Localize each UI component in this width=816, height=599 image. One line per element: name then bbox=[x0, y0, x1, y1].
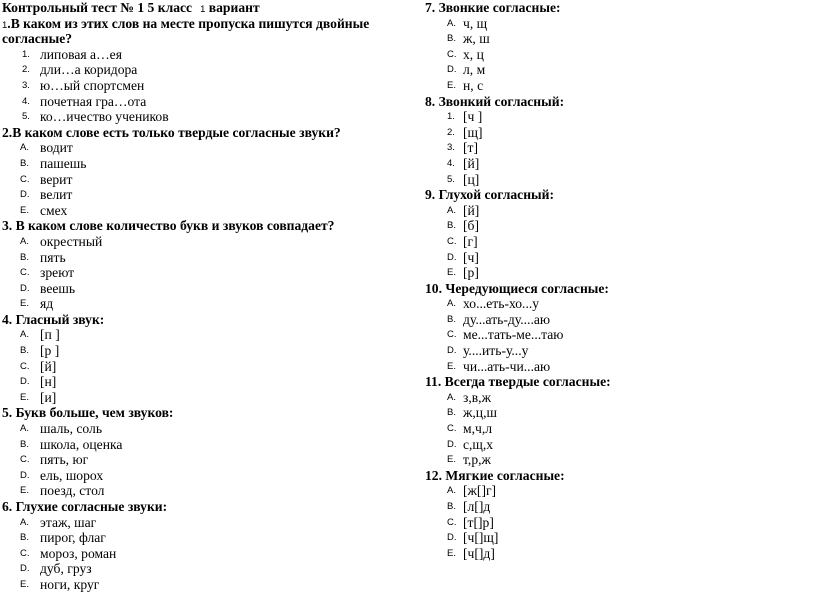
option-marker: A. bbox=[20, 329, 29, 341]
option-text: ко…ичество учеников bbox=[40, 109, 169, 125]
option-marker: C. bbox=[447, 235, 457, 247]
answer-option bbox=[2, 468, 397, 484]
question-1-line bbox=[2, 16, 397, 32]
option-text: [и] bbox=[40, 389, 57, 405]
option-text: смех bbox=[40, 202, 68, 218]
option-text: [р ] bbox=[40, 343, 60, 359]
answer-option bbox=[425, 530, 810, 546]
option-text: [т] bbox=[463, 140, 478, 156]
left-column bbox=[2, 0, 397, 593]
variant-number: 1 bbox=[200, 4, 206, 15]
answer-option bbox=[2, 390, 397, 406]
option-text: ду...ать-ду....аю bbox=[463, 311, 551, 327]
option-marker: C. bbox=[447, 48, 457, 60]
option-text: водит bbox=[40, 140, 73, 156]
answer-option bbox=[2, 421, 397, 437]
answer-option bbox=[2, 281, 397, 297]
option-text: дли…а коридора bbox=[40, 62, 138, 78]
answer-option bbox=[2, 296, 397, 312]
question-text: 6. Глухие согласные звуки: bbox=[2, 499, 168, 514]
option-text: [ч[]щ] bbox=[463, 530, 499, 546]
answer-option bbox=[2, 140, 397, 156]
option-text: м,ч,л bbox=[463, 421, 493, 437]
question-text: 12. Мягкие согласные: bbox=[425, 467, 565, 483]
option-marker: B. bbox=[20, 345, 29, 357]
answer-option bbox=[425, 343, 810, 359]
option-marker: 3. bbox=[447, 142, 455, 154]
option-marker: D. bbox=[447, 251, 457, 263]
question-1-text-cont: согласные? bbox=[2, 31, 73, 47]
option-marker: B. bbox=[447, 501, 456, 512]
option-marker: B. bbox=[447, 33, 456, 45]
option-marker: 5. bbox=[22, 111, 30, 123]
question-1-options bbox=[2, 47, 397, 125]
answer-option bbox=[425, 203, 810, 219]
answer-option bbox=[2, 561, 397, 577]
answer-option bbox=[425, 452, 810, 468]
question-1-text: .В каком из этих слов на месте пропуска пишутся двойные bbox=[7, 15, 370, 31]
option-text: велит bbox=[40, 187, 73, 203]
option-text: [й] bbox=[463, 202, 480, 218]
answer-option bbox=[2, 62, 397, 78]
option-text: [ч ] bbox=[463, 109, 483, 125]
option-marker: E. bbox=[20, 204, 29, 216]
option-marker: C. bbox=[20, 360, 30, 372]
answer-option bbox=[425, 62, 810, 78]
option-marker: A. bbox=[447, 485, 456, 497]
answer-option bbox=[425, 47, 810, 63]
option-marker: 2. bbox=[22, 64, 30, 76]
answer-option bbox=[425, 78, 810, 94]
option-text: поезд, стол bbox=[40, 483, 105, 499]
option-marker: D. bbox=[20, 563, 30, 575]
answer-option bbox=[2, 109, 397, 125]
answer-option bbox=[425, 265, 810, 281]
option-text: окрестный bbox=[40, 233, 103, 249]
option-marker: B. bbox=[447, 220, 456, 232]
option-marker: C. bbox=[447, 329, 457, 341]
option-marker: C. bbox=[20, 547, 30, 559]
answer-option bbox=[425, 109, 810, 125]
option-marker: E. bbox=[20, 578, 29, 590]
answer-option bbox=[425, 483, 810, 499]
option-text: яд bbox=[40, 296, 54, 312]
answer-option bbox=[2, 327, 397, 343]
option-marker: D. bbox=[20, 282, 30, 294]
option-text: [ч[]д] bbox=[463, 545, 495, 561]
option-text: почетная гра…ота bbox=[40, 93, 147, 109]
option-marker: D. bbox=[20, 189, 30, 201]
option-text: мороз, роман bbox=[40, 545, 117, 561]
answer-option bbox=[2, 172, 397, 188]
option-text: хо...еть-хо...у bbox=[463, 296, 540, 312]
option-text: [н] bbox=[40, 374, 57, 390]
answer-option bbox=[2, 265, 397, 281]
option-text: веешь bbox=[40, 280, 76, 296]
question-text: 4. Гласный звук: bbox=[2, 311, 105, 327]
option-text: шаль, соль bbox=[40, 421, 103, 437]
question-text: 2.В каком слове есть только твердые согласные звуки? bbox=[2, 124, 341, 140]
answer-option bbox=[2, 250, 397, 266]
answer-option bbox=[2, 94, 397, 110]
option-marker: B. bbox=[447, 407, 456, 419]
option-marker: D. bbox=[20, 469, 30, 481]
question-1-number: 1 bbox=[2, 19, 8, 31]
option-marker: C. bbox=[447, 423, 457, 435]
answer-option bbox=[425, 312, 810, 328]
option-marker: E. bbox=[447, 547, 456, 559]
option-text: т,р,ж bbox=[463, 452, 491, 468]
answer-option bbox=[425, 31, 810, 47]
question-text: 7. Звонкие согласные: bbox=[425, 0, 561, 15]
answer-option bbox=[425, 296, 810, 312]
option-text: у....ить-у...у bbox=[463, 343, 529, 359]
option-text: [т[]р] bbox=[463, 514, 494, 530]
option-text: [ц] bbox=[463, 171, 480, 187]
option-marker: D. bbox=[447, 532, 457, 544]
answer-option bbox=[425, 125, 810, 141]
answer-option bbox=[425, 250, 810, 266]
option-text: з,в,ж bbox=[463, 389, 491, 405]
option-marker: D. bbox=[447, 64, 457, 76]
option-text: пашешь bbox=[40, 155, 87, 171]
option-marker: B. bbox=[20, 251, 29, 263]
option-text: ж,ц,ш bbox=[463, 405, 497, 421]
option-text: [й] bbox=[463, 155, 480, 171]
option-text: н, с bbox=[463, 77, 484, 93]
option-marker: 4. bbox=[447, 157, 455, 169]
option-text: пять, юг bbox=[40, 452, 89, 468]
answer-option bbox=[2, 47, 397, 63]
option-marker: A. bbox=[20, 423, 29, 435]
answer-option bbox=[2, 577, 397, 593]
answer-option bbox=[425, 390, 810, 406]
right-column bbox=[425, 0, 810, 561]
answer-option bbox=[425, 172, 810, 188]
answer-option bbox=[425, 16, 810, 32]
left-questions bbox=[2, 125, 397, 593]
option-marker: B. bbox=[447, 313, 456, 325]
option-marker: E. bbox=[20, 298, 29, 310]
option-text: школа, оценка bbox=[40, 436, 123, 452]
option-text: с,щ,х bbox=[463, 436, 494, 452]
answer-option bbox=[425, 140, 810, 156]
option-text: [б] bbox=[463, 218, 479, 234]
option-text: липовая а…ея bbox=[40, 46, 122, 62]
option-marker: B. bbox=[20, 438, 29, 450]
option-text: ме...тать-ме...таю bbox=[463, 327, 564, 343]
option-text: л, м bbox=[463, 62, 486, 78]
option-marker: E. bbox=[447, 360, 456, 372]
option-marker: D. bbox=[20, 376, 30, 388]
option-marker: B. bbox=[20, 157, 29, 169]
option-marker: C. bbox=[20, 267, 30, 279]
option-marker: A. bbox=[447, 204, 456, 216]
option-marker: E. bbox=[20, 391, 29, 403]
option-marker: 4. bbox=[22, 95, 30, 107]
option-marker: C. bbox=[447, 516, 457, 528]
option-marker: B. bbox=[20, 532, 29, 544]
option-marker: D. bbox=[447, 345, 457, 357]
option-marker: 2. bbox=[447, 126, 455, 138]
answer-option bbox=[2, 546, 397, 562]
answer-option bbox=[425, 515, 810, 531]
option-text: [ж[]г] bbox=[463, 483, 497, 499]
option-text: ель, шорох bbox=[40, 467, 104, 483]
option-marker: E. bbox=[447, 267, 456, 279]
option-text: ю…ый спортсмен bbox=[40, 77, 145, 93]
option-text: зреют bbox=[40, 265, 75, 281]
option-marker: E. bbox=[447, 454, 456, 466]
option-marker: A. bbox=[20, 142, 29, 154]
option-marker: A. bbox=[20, 235, 29, 247]
question-text: 8. Звонкий согласный: bbox=[425, 93, 565, 109]
question-text: 9. Глухой согласный: bbox=[425, 187, 555, 203]
question-text: 5. Букв больше, чем звуков: bbox=[2, 405, 174, 421]
answer-option bbox=[2, 374, 397, 390]
option-marker: A. bbox=[447, 298, 456, 310]
option-text: [й] bbox=[40, 358, 57, 374]
option-marker: A. bbox=[447, 17, 456, 29]
option-text: [г] bbox=[463, 233, 478, 249]
answer-option bbox=[425, 327, 810, 343]
answer-option bbox=[2, 452, 397, 468]
answer-option bbox=[425, 421, 810, 437]
answer-option bbox=[425, 218, 810, 234]
option-text: х, ц bbox=[463, 46, 484, 62]
answer-option bbox=[2, 359, 397, 375]
option-text: верит bbox=[40, 171, 73, 187]
answer-option bbox=[425, 405, 810, 421]
option-marker: 1. bbox=[447, 111, 455, 123]
answer-option bbox=[2, 530, 397, 546]
answer-option bbox=[2, 234, 397, 250]
option-marker: A. bbox=[447, 391, 456, 403]
answer-option bbox=[425, 499, 810, 515]
option-text: ноги, круг bbox=[40, 576, 100, 592]
answer-option bbox=[425, 437, 810, 453]
test-title: Контрольный тест № 1 5 класс bbox=[2, 0, 193, 15]
answer-option bbox=[425, 359, 810, 375]
option-marker: A. bbox=[20, 516, 29, 528]
answer-option bbox=[425, 156, 810, 172]
answer-option bbox=[2, 483, 397, 499]
option-marker: C. bbox=[20, 173, 30, 185]
option-text: [п ] bbox=[40, 327, 60, 343]
option-text: [щ] bbox=[463, 124, 483, 140]
answer-option bbox=[2, 156, 397, 172]
option-text: пять bbox=[40, 249, 66, 265]
option-marker: 3. bbox=[22, 79, 30, 91]
option-text: ж, ш bbox=[463, 31, 490, 47]
option-text: пирог, флаг bbox=[40, 530, 106, 546]
answer-option bbox=[425, 546, 810, 562]
option-text: чи...ать-чи...аю bbox=[463, 358, 551, 374]
option-marker: E. bbox=[20, 485, 29, 497]
option-marker: 1. bbox=[22, 48, 30, 60]
option-text: ч, щ bbox=[463, 15, 488, 31]
answer-option bbox=[2, 343, 397, 359]
answer-option bbox=[2, 203, 397, 219]
option-text: этаж, шаг bbox=[40, 514, 97, 530]
option-marker: 5. bbox=[447, 173, 455, 185]
option-text: [л[]д bbox=[463, 499, 491, 514]
question-text: 11. Всегда твердые согласные: bbox=[425, 374, 611, 390]
variant-label: вариант bbox=[208, 0, 260, 15]
option-marker: E. bbox=[447, 79, 456, 91]
answer-option bbox=[2, 437, 397, 453]
answer-option bbox=[2, 515, 397, 531]
question-text: 3. В каком слове количество букв и звуков совпадает? bbox=[2, 218, 335, 234]
answer-option bbox=[2, 187, 397, 203]
option-text: [ч] bbox=[463, 249, 479, 265]
answer-option bbox=[425, 234, 810, 250]
option-marker: C. bbox=[20, 454, 30, 466]
option-text: [р] bbox=[463, 265, 479, 281]
option-text: дуб, груз bbox=[40, 561, 92, 577]
option-marker: D. bbox=[447, 438, 457, 450]
question-text: 10. Чередующиеся согласные: bbox=[425, 280, 609, 296]
test-title-line bbox=[2, 0, 397, 16]
answer-option bbox=[2, 78, 397, 94]
